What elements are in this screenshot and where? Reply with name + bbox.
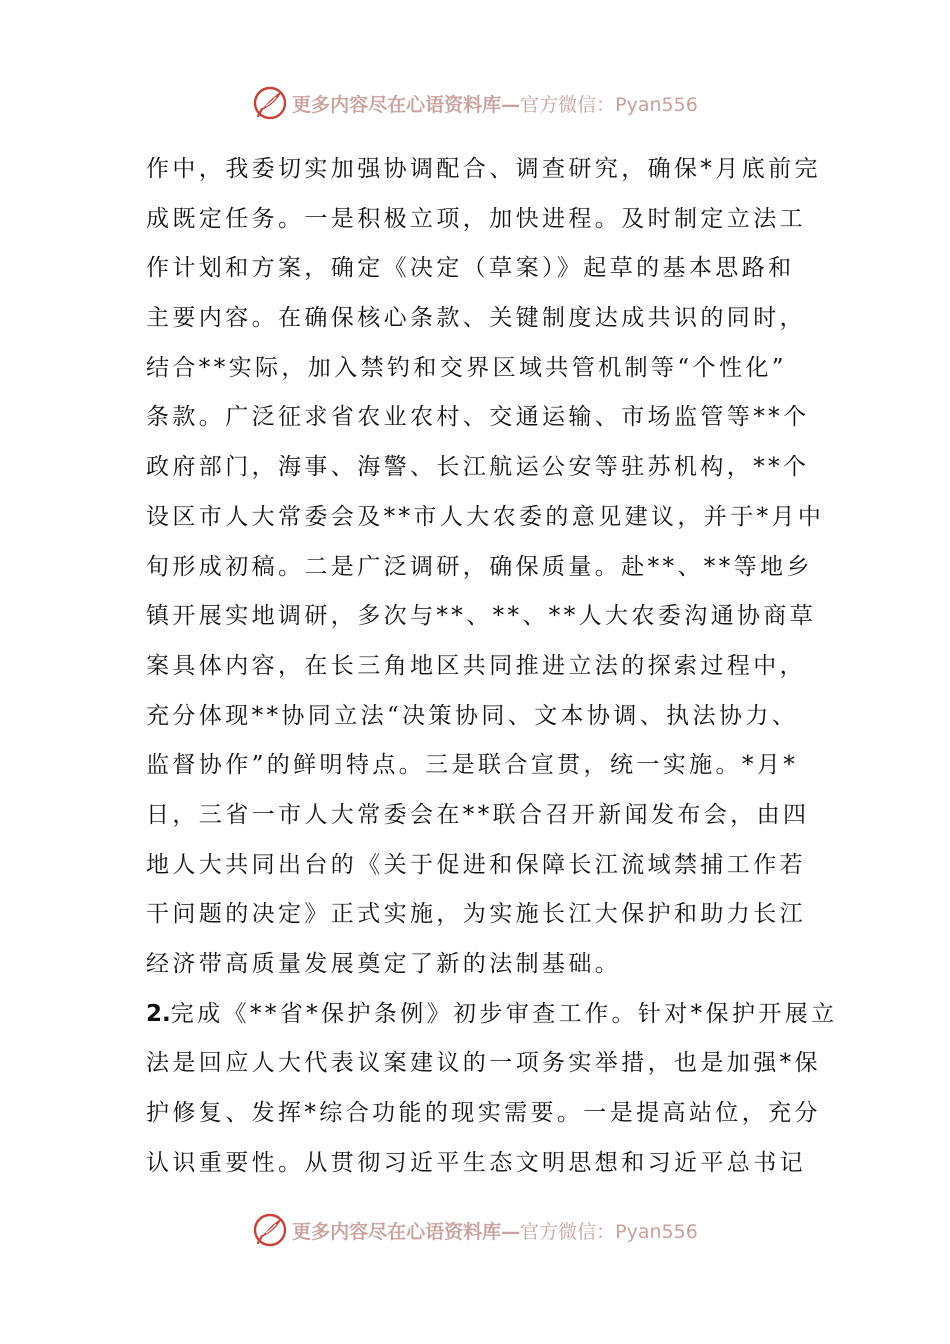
text-line: 法是回应人大代表议案建议的一项务实举措，也是加强*保 <box>146 1050 821 1077</box>
item-2-heading-line <box>146 990 838 1040</box>
text-line: 条款。广泛征求省农业农村、交通运输、市场监管等**个 <box>146 404 810 431</box>
watermark-contact-text: 官方微信：Pyan556 <box>520 93 698 116</box>
text-line: 护修复、发挥*综合功能的现实需要。一是提高站位，充分 <box>146 1100 821 1127</box>
text-line: 成既定任务。一是积极立项，加快进程。及时制定立法工 <box>146 205 806 232</box>
text-line: 认识重要性。从贯彻习近平生态文明思想和习近平总书记 <box>146 1149 806 1176</box>
item-number: 2. <box>146 1000 171 1027</box>
quill-logo-icon <box>252 1212 288 1248</box>
item-2-first-line: 完成《**省*保护条例》初步审查工作。针对*保护开展立 <box>170 1000 838 1027</box>
text-line: 经济带高质量发展奠定了新的法制基础。 <box>146 951 622 977</box>
text-line: 日，三省一市人大常委会在**联合召开新闻发布会，由四 <box>146 801 810 828</box>
footer-watermark <box>0 1210 950 1250</box>
text-line: 主要内容。在确保核心条款、关键制度达成共识的同时， <box>146 305 806 332</box>
header-watermark <box>0 83 950 123</box>
document-body <box>146 145 838 1188</box>
text-line: 旬形成初稿。二是广泛调研，确保质量。赴**、**等地乡 <box>146 553 813 580</box>
watermark-contact-text: 官方微信：Pyan556 <box>520 1220 698 1243</box>
text-line: 干问题的决定》正式实施，为实施长江大保护和助力长江 <box>146 901 806 928</box>
watermark-main-text: 更多内容尽在心语资料库— <box>292 93 521 116</box>
text-line: 充分体现**协同立法“决策协同、文本协调、执法协力、 <box>146 702 799 729</box>
text-line: 地人大共同出台的《关于促进和保障长江流域禁捕工作若 <box>146 851 806 878</box>
text-line: 政府部门，海事、海警、长江航运公安等驻苏机构，**个 <box>146 454 810 481</box>
quill-logo-icon <box>252 85 288 121</box>
text-line: 设区市人大常委会及**市人大农委的意见建议，并于*月中 <box>146 503 825 530</box>
text-line: 作中，我委切实加强协调配合、调查研究，确保*月底前完 <box>146 156 821 182</box>
text-line: 镇开展实地调研，多次与**、**、**人大农委沟通协商草 <box>146 603 817 630</box>
watermark-main-text: 更多内容尽在心语资料库— <box>292 1220 521 1243</box>
text-line: 监督协作”的鲜明特点。三是联合宣贯，统一实施。*月* <box>146 752 799 779</box>
text-line: 结合**实际，加入禁钓和交界区域共管机制等“个性化” <box>146 354 787 381</box>
text-line: 案具体内容，在长三角地区共同推进立法的探索过程中， <box>146 652 806 679</box>
text-line: 作计划和方案，确定《决定（草案）》起草的基本思路和 <box>146 255 795 282</box>
